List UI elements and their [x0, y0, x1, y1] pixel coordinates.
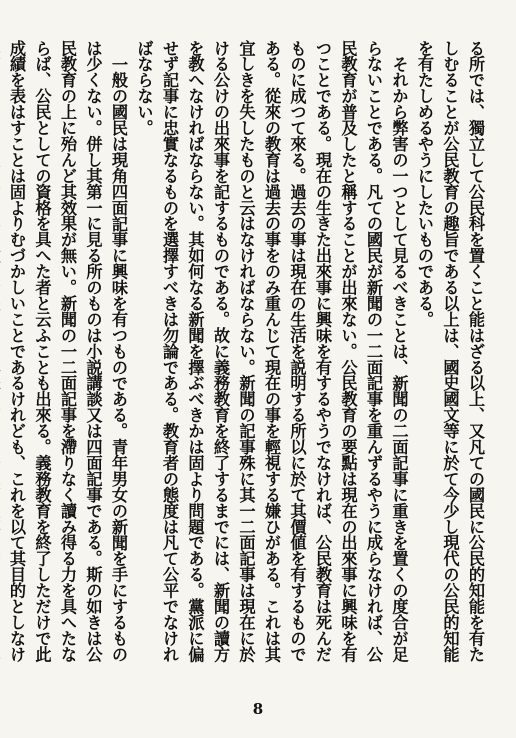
vertical-text-body	[7, 40, 488, 676]
paragraph-continuation: る所では、獨立して公民科を置くこと能はざる以上、又凡ての國民に公民的知能を有たしむることが公民教育の趣旨である以上は、國史國文等に於て今少し現代の公民的知能を有たしめるやうにしたいものである。	[415, 40, 485, 663]
page-number: 8	[252, 700, 264, 718]
paragraph-abuses: それから弊害の一つとして見るべきことは、新聞の二面記事に重きを置くの度合が足らないことである。凡ての國民が新聞の一二面記事を重んずるやうに成らなければ、公民教育が普及したと稱することが出來ない。公民教育の要點は現在の出來事に興味を有つことである。現在の生きた出來事に興味を有するやうでなければ、公民教育は死んだものに成つて來る。過去の事は現在の生活を説明する所以に於て其價値を有するものである。從來の教育は過去の事をのみ重んじて現在の事を輕視する嫌ひがある。これは其宜しきを失したものと云はなければならない。新聞の記事殊に其一二面記事は現在に於ける公けの出來事を記するものである。故に義務教育を終了するまでには、新聞の讀方を教へなければならない。其如何なる新聞を擇ぶべきかは固より問題である。黨派に偏せず記事に忠實なるものを選擇すべきは勿論である。教育者の態度は凡て公平でなければならない。	[134, 40, 409, 663]
paragraph-general-public: 一般の國民は現角四面記事に興味を有つものである。青年男女の新聞を手にするものは少くない。併し其第一に見る所のものは小説講談又は四面記事である。斯の如きは公民教育の上に殆んど其效果が無い。新聞の一二面記事を滯りなく讀み得る力を具へたならば、公民としての資格を具へた者と云ふことも出來る。義務教育を終了しただけで此成績を表はすことは固よりむづかしいことであるけれども、これを以て其目的としなけ	[7, 40, 128, 663]
